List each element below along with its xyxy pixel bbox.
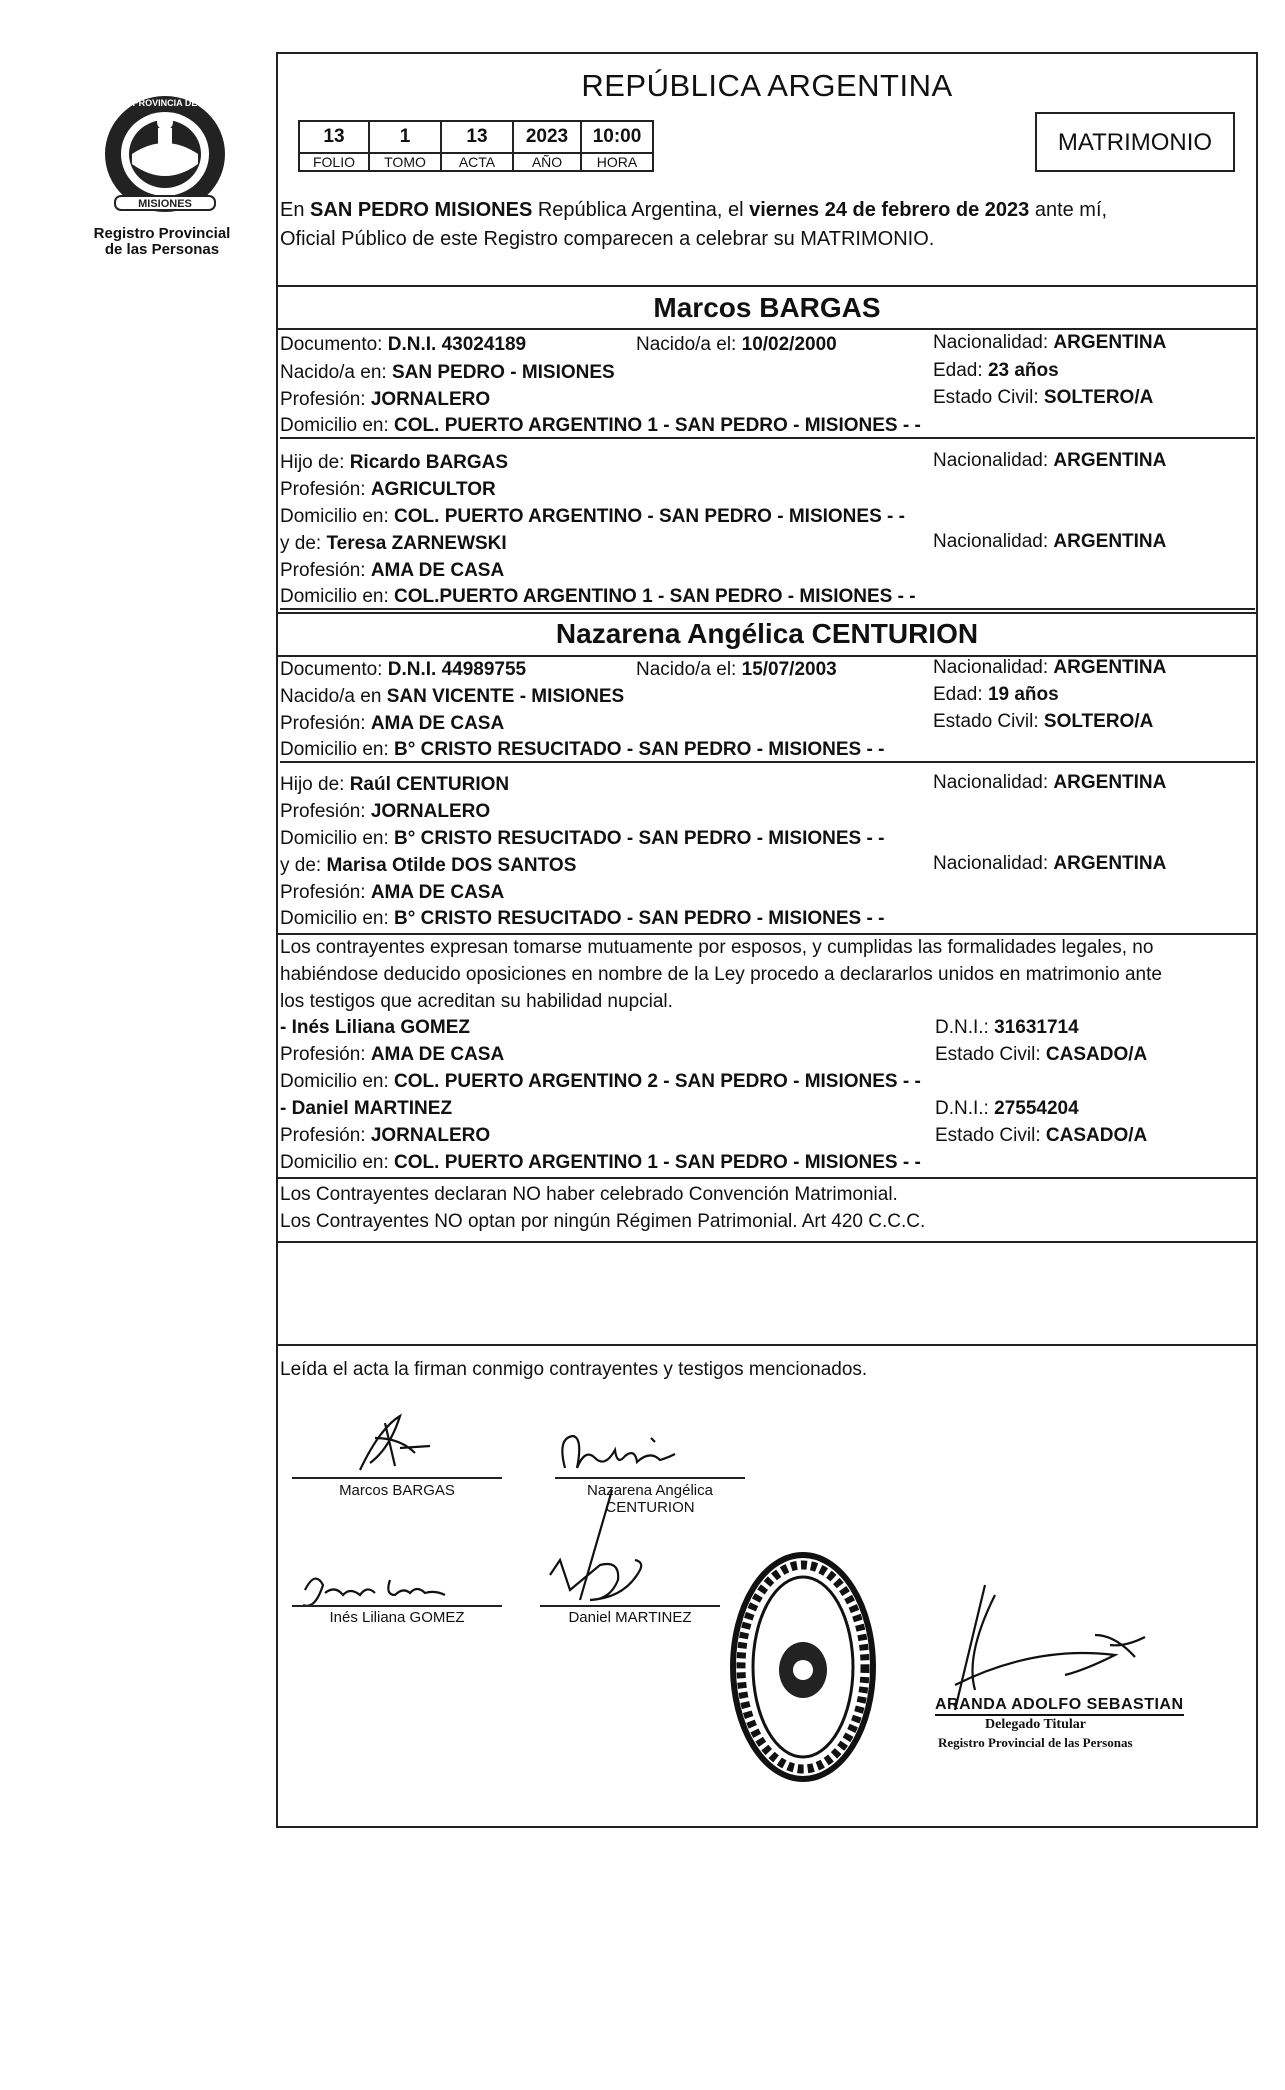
intro-text: República Argentina, el: [532, 199, 750, 221]
intro-text: ante mí,: [1029, 199, 1108, 221]
witness2-civil-status: Estado Civil: CASADO/A: [935, 1125, 1148, 1146]
bride-father-address: Domicilio en: B° CRISTO RESUCITADO - SAN PEDRO - MISIONES - -: [280, 828, 885, 849]
document-title: REPÚBLICA ARGENTINA: [581, 68, 953, 103]
intro-place: SAN PEDRO MISIONES: [310, 199, 533, 221]
witness1-name: - Inés Liliana GOMEZ: [280, 1017, 471, 1038]
bride-address: Domicilio en: B° CRISTO RESUCITADO - SAN PEDRO - MISIONES - -: [280, 739, 1255, 763]
hour-label: HORA: [581, 153, 653, 171]
bride-mother: y de: Marisa Otilde DOS SANTOS: [280, 855, 577, 876]
witness1-dni: D.N.I.: 31631714: [935, 1017, 1079, 1038]
divider: [276, 1177, 1258, 1179]
intro-paragraph: [280, 196, 1255, 254]
hour-value: 10:00: [581, 121, 653, 153]
groom-civil-status: Estado Civil: SOLTERO/A: [933, 387, 1154, 408]
groom-address: Domicilio en: COL. PUERTO ARGENTINO 1 - SAN PEDRO - MISIONES - -: [280, 415, 1255, 439]
bride-signature-name-line2: CENTURION: [605, 1499, 695, 1516]
divider: [276, 285, 1258, 287]
official-office: Registro Provincial de las Personas: [938, 1735, 1133, 1750]
groom-signature-name: Marcos BARGAS: [339, 1482, 455, 1499]
groom-father: Hijo de: Ricardo BARGAS: [280, 452, 509, 473]
acta-value: 13: [441, 121, 513, 153]
groom-mother: y de: Teresa ZARNEWSKI: [280, 533, 507, 554]
groom-name: Marcos BARGAS: [653, 292, 881, 323]
groom-birthdate: Nacido/a el: 10/02/2000: [636, 334, 837, 355]
bride-document: Documento: D.N.I. 44989755: [280, 659, 527, 680]
witness2-address: Domicilio en: COL. PUERTO ARGENTINO 1 - SAN PEDRO - MISIONES - -: [280, 1152, 921, 1173]
bride-signature-name-line1: Nazarena Angélica: [587, 1482, 713, 1499]
witness2-signature-name: Daniel MARTINEZ: [568, 1609, 692, 1626]
signature-line: [540, 1605, 720, 1607]
groom-birthplace: Nacido/a en: SAN PEDRO - MISIONES: [280, 362, 615, 383]
year-value: 2023: [513, 121, 581, 153]
signature-line: [555, 1477, 745, 1479]
notes-paragraph: [280, 1181, 1255, 1235]
record-header-table: [298, 120, 654, 172]
witness2-dni: D.N.I.: 27554204: [935, 1098, 1079, 1119]
bride-mother-address: Domicilio en: B° CRISTO RESUCITADO - SAN PEDRO - MISIONES - -: [280, 908, 885, 929]
bride-father-nationality: Nacionalidad: ARGENTINA: [933, 772, 1167, 793]
groom-signature-image: [340, 1408, 440, 1478]
signature-line: [292, 1477, 502, 1479]
acta-label: ACTA: [441, 153, 513, 171]
divider: [276, 1241, 1258, 1243]
declaration-paragraph: [280, 934, 1255, 1015]
folio-value: 13: [299, 121, 369, 153]
bride-mother-profession: Profesión: AMA DE CASA: [280, 882, 505, 903]
groom-document: Documento: D.N.I. 43024189: [280, 334, 527, 355]
tomo-label: TOMO: [369, 153, 441, 171]
groom-father-nationality: Nacionalidad: ARGENTINA: [933, 450, 1167, 471]
groom-age: Edad: 23 años: [933, 360, 1059, 381]
closing-text: Leída el acta la firman conmigo contrayentes y testigos mencionados.: [280, 1359, 868, 1380]
year-label: AÑO: [513, 153, 581, 171]
seal-text-top: PROVINCIA DE: [132, 98, 198, 108]
groom-profession: Profesión: JORNALERO: [280, 389, 491, 410]
bride-civil-status: Estado Civil: SOLTERO/A: [933, 711, 1154, 732]
groom-father-address: Domicilio en: COL. PUERTO ARGENTINO - SAN PEDRO - MISIONES - -: [280, 506, 905, 527]
bride-name: Nazarena Angélica CENTURION: [555, 618, 979, 649]
groom-mother-address: Domicilio en: COL.PUERTO ARGENTINO 1 - SAN PEDRO - MISIONES - -: [280, 586, 1255, 610]
intro-date: viernes 24 de febrero de 2023: [749, 199, 1030, 221]
declaration-line: Los contrayentes expresan tomarse mutuamente por esposos, y cumplidas las formalidades legales, no: [280, 937, 1154, 958]
logo-caption-line2: de las Personas: [104, 241, 220, 258]
bride-father: Hijo de: Raúl CENTURION: [280, 774, 510, 795]
divider: [276, 612, 1258, 614]
official-stamp-image: [728, 1550, 878, 1785]
divider: [276, 328, 1258, 330]
witness1-profession: Profesión: AMA DE CASA: [280, 1044, 505, 1065]
witness1-signature-image: [295, 1565, 455, 1615]
record-type-box: MATRIMONIO: [1035, 112, 1235, 172]
provincial-seal-logo: [100, 92, 230, 217]
bride-birthplace: Nacido/a en SAN VICENTE - MISIONES: [280, 686, 625, 707]
official-name: ARANDA ADOLFO SEBASTIAN: [935, 1696, 1184, 1716]
groom-nationality: Nacionalidad: ARGENTINA: [933, 332, 1167, 353]
official-title: Delegado Titular: [985, 1717, 1086, 1732]
groom-mother-profession: Profesión: AMA DE CASA: [280, 560, 505, 581]
bride-mother-nationality: Nacionalidad: ARGENTINA: [933, 853, 1167, 874]
logo-caption-line1: Registro Provincial: [93, 225, 231, 242]
bride-profession: Profesión: AMA DE CASA: [280, 713, 505, 734]
witness1-civil-status: Estado Civil: CASADO/A: [935, 1044, 1148, 1065]
note-line: Los Contrayentes NO optan por ningún Régimen Patrimonial. Art 420 C.C.C.: [280, 1211, 926, 1232]
groom-father-profession: Profesión: AGRICULTOR: [280, 479, 496, 500]
seal-text-bottom: MISIONES: [138, 198, 192, 210]
groom-mother-nationality: Nacionalidad: ARGENTINA: [933, 531, 1167, 552]
witness1-signature-name: Inés Liliana GOMEZ: [329, 1609, 465, 1626]
witness2-signature-image: [540, 1480, 670, 1615]
bride-age: Edad: 19 años: [933, 684, 1059, 705]
bride-father-profession: Profesión: JORNALERO: [280, 801, 491, 822]
bride-birthdate: Nacido/a el: 15/07/2003: [636, 659, 837, 680]
declaration-line: habiéndose deducido oposiciones en nombre de la Ley procedo a declararlos unidos en matrimonio ante: [280, 964, 1162, 985]
logo-caption: [82, 226, 242, 258]
bride-signature-image: [555, 1428, 685, 1483]
note-line: Los Contrayentes declaran NO haber celebrado Convención Matrimonial.: [280, 1184, 898, 1205]
intro-text: En: [280, 199, 311, 221]
witness2-name: - Daniel MARTINEZ: [280, 1098, 453, 1119]
tomo-value: 1: [369, 121, 441, 153]
bride-nationality: Nacionalidad: ARGENTINA: [933, 657, 1167, 678]
signature-line: [292, 1605, 502, 1607]
divider: [276, 1344, 1258, 1346]
witness2-profession: Profesión: JORNALERO: [280, 1125, 491, 1146]
intro-line2: Oficial Público de este Registro comparecen a celebrar su MATRIMONIO.: [280, 228, 935, 250]
declaration-line: los testigos que acreditan su habilidad nupcial.: [280, 991, 673, 1012]
witness1-address: Domicilio en: COL. PUERTO ARGENTINO 2 - SAN PEDRO - MISIONES - -: [280, 1071, 921, 1092]
folio-label: FOLIO: [299, 153, 369, 171]
